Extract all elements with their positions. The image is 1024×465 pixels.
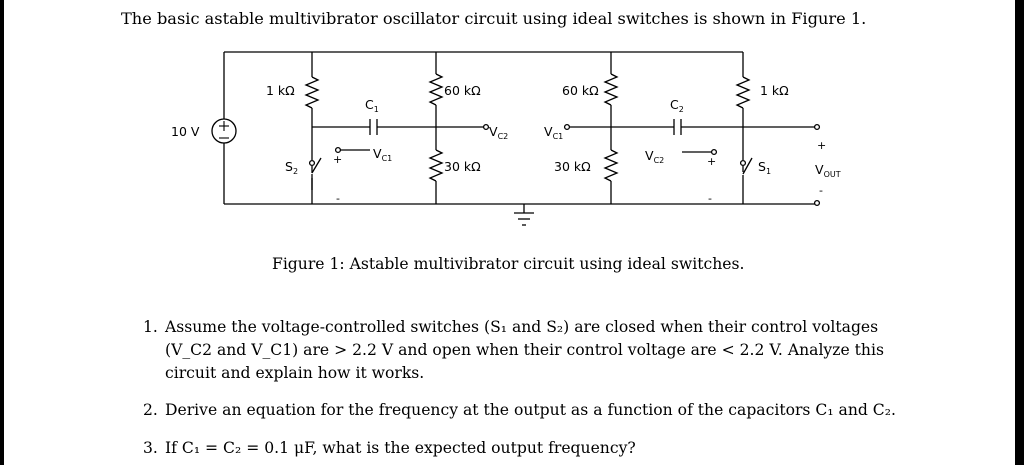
question-number: 2. — [143, 401, 158, 419]
source-label: 10 V — [171, 124, 200, 139]
c2-minus-sign: - — [708, 192, 712, 205]
question-text: Assume the voltage-controlled switches (S₁ and S₂) are closed when their control voltages (V_C2 and V_C1) are > 2.2 V and open when their control voltage are < 2.2 V. Analyze this circuit and explain how it works. — [165, 318, 884, 382]
vout-minus-sign: - — [819, 184, 823, 197]
c2-plus-sign: + — [707, 155, 717, 168]
vc1-bottom-label: $V_{C1}$ — [373, 146, 393, 163]
r-mid2-bot-label: 30 kΩ — [554, 159, 591, 174]
question-number: 1. — [143, 318, 158, 336]
s1-label: $S_1$ — [758, 159, 772, 176]
s2-label: $S_2$ — [285, 159, 299, 176]
r-mid1-bot-label: 30 kΩ — [444, 159, 481, 174]
question-number: 3. — [143, 439, 158, 457]
vout-plus-sign: + — [817, 139, 827, 152]
vc1-top-label: $V_{C1}$ — [544, 124, 564, 141]
vc2-bottom-label: $V_{C2}$ — [645, 148, 665, 165]
resistor-mid1-30k-icon — [430, 150, 442, 181]
r-left-top-label: 1 kΩ — [266, 83, 295, 98]
resistor-mid2-60k-icon — [605, 74, 617, 105]
r-right-top-label: 1 kΩ — [760, 83, 789, 98]
question-text: Derive an equation for the frequency at the output as a function of the capacitors C₁ and C₂. — [165, 401, 896, 419]
voltage-source-icon — [212, 119, 236, 143]
c1-minus-sign: - — [336, 192, 340, 205]
figure-caption: Figure 1: Astable multivibrator circuit using ideal switches. — [272, 255, 745, 273]
intro-text: The basic astable multivibrator oscillator circuit using ideal switches is shown in Figure 1. — [121, 9, 867, 28]
resistor-left-1k-icon — [306, 77, 318, 108]
right-border — [1015, 0, 1024, 465]
c1-plus-sign: + — [333, 153, 343, 166]
resistor-mid2-30k-icon — [605, 150, 617, 181]
r-mid1-top-label: 60 kΩ — [444, 83, 481, 98]
vout-label: $V_{OUT}$ — [815, 162, 841, 179]
c1-label: $C_1$ — [365, 97, 379, 114]
resistor-mid1-60k-icon — [430, 74, 442, 105]
vc2-top-label: $V_{C2}$ — [489, 124, 509, 141]
resistor-right-1k-icon — [737, 77, 749, 108]
c2-label: $C_2$ — [670, 97, 684, 114]
question-text: If C₁ = C₂ = 0.1 μF, what is the expected output frequency? — [165, 439, 636, 457]
r-mid2-top-label: 60 kΩ — [562, 83, 599, 98]
